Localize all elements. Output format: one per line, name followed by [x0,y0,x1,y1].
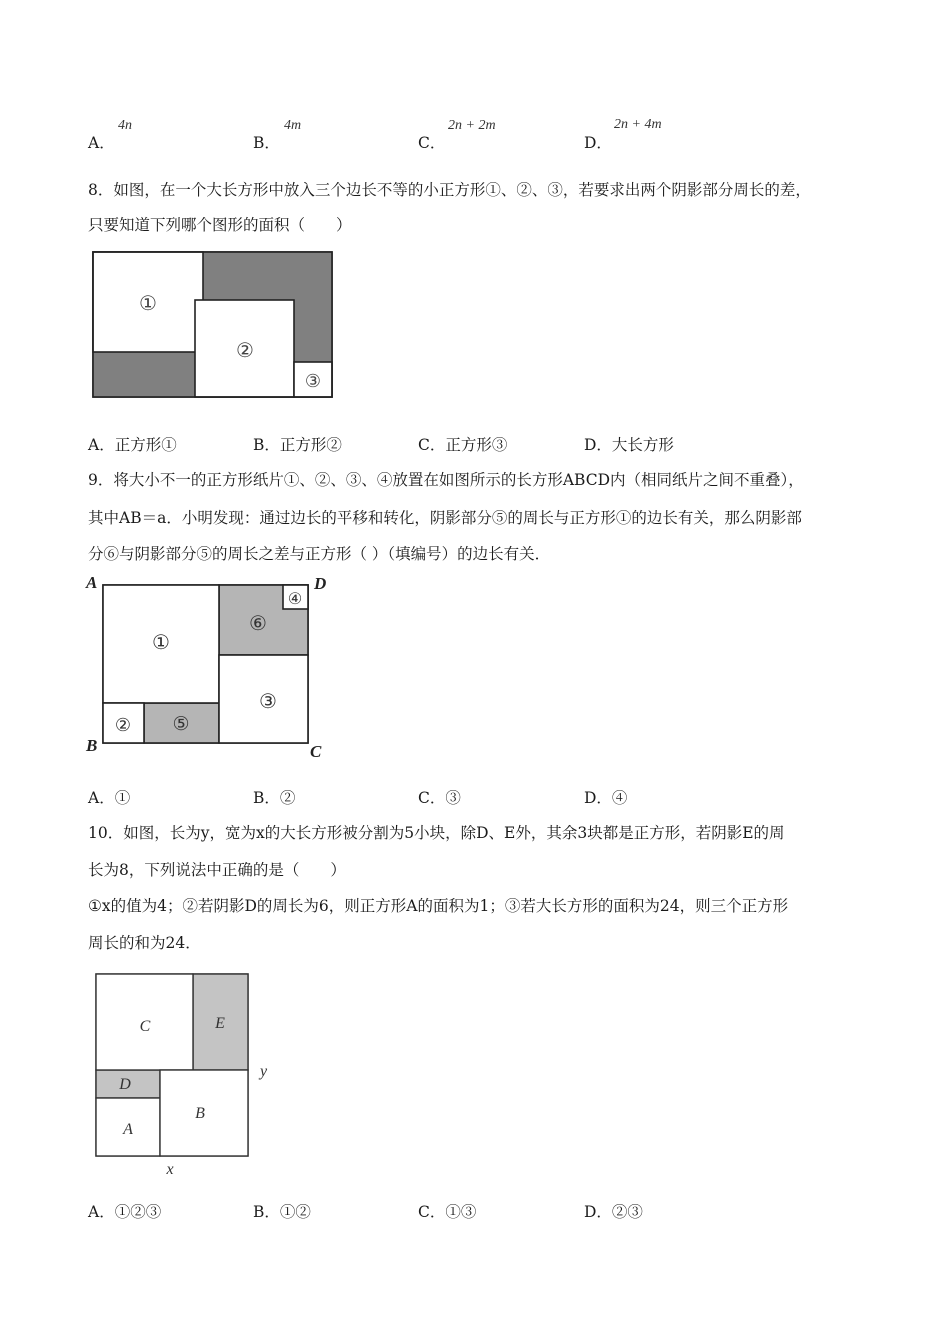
q10-option-c: C．①③ [418,1203,477,1221]
q9-figure [82,572,338,764]
q10-label-x: x [166,1161,174,1178]
q8-figure [90,250,336,400]
q10-option-a: A．①②③ [88,1203,162,1221]
q10-label-d: D [119,1076,131,1093]
q9-label-2: ② [114,715,132,735]
q10-label-a: A [123,1121,133,1138]
q7-option-b-math: 4m [284,118,302,133]
q9-label-4: ④ [287,591,303,608]
q7-option-b-letter: B． [253,134,280,152]
q9-option-d: D．④ [584,789,628,807]
q9-label-1: ① [152,632,170,654]
q8-label-1: ① [139,293,157,315]
q8-stem-line1: 8．如图，在一个大长方形中放入三个边长不等的小正方形①、②、③，若要求出两个阴影部分周长的差， [88,181,811,199]
q9-label-3: ③ [259,691,277,713]
q10-option-d: D．②③ [584,1203,643,1221]
q7-option-d-letter: D． [584,134,612,152]
q10-stem-line2: 长为8，下列说法中正确的是（ ） [88,861,346,879]
q9-label-6: ⑥ [249,613,267,635]
q9-option-a: A．① [88,789,131,807]
q8-shaded-bottom-left [93,352,195,397]
q9-vertex-c: C [310,742,322,761]
q9-stem-line1: 9．将大小不一的正方形纸片①、②、③、④放置在如图所示的长方形ABCD内（相同纸片之间不重叠）， [88,471,804,489]
q10-stem-line3: ①x的值为4；②若阴影D的周长为6，则正方形A的面积为1；③若大长方形的面积为24，则三个正方形 [88,897,789,915]
q10-option-b: B．①② [253,1203,311,1221]
q7-option-a-letter: A． [88,134,115,152]
q9-stem-line3: 分⑥与阴影部分⑤的周长之差与正方形（ ）（填编号）的边长有关． [88,545,551,563]
q7-option-a-math: 4n [118,118,132,133]
q8-option-b: B．正方形② [253,436,342,454]
q7-option-c-letter: C． [418,134,446,152]
q9-vertex-a: A [86,573,98,592]
q10-stem-line4: 周长的和为24． [88,934,201,952]
q10-label-y: y [260,1063,268,1080]
q8-option-d: D．大长方形 [584,436,674,454]
q10-stem-line1: 10．如图，长为y，宽为x的大长方形被分割为5小块，除D、E外，其余3块都是正方形，若阴影E的周 [88,824,785,842]
q8-label-2: ② [236,340,254,362]
q7-option-c-math: 2n + 2m [448,118,496,133]
q8-stem-line2: 只要知道下列哪个图形的面积（ ） [88,216,352,234]
q9-label-5: ⑤ [172,714,190,735]
q8-label-3: ③ [304,371,322,391]
q9-stem-line2: 其中AB＝a．小明发现：通过边长的平移和转化，阴影部分⑤的周长与正方形①的边长有关，那么阴影部 [88,509,802,527]
q8-option-a: A．正方形① [88,436,177,454]
q8-option-c: C．正方形③ [418,436,508,454]
q10-label-c: C [139,1018,151,1035]
q9-vertex-d: D [314,574,327,593]
q10-label-b: B [195,1105,205,1122]
q7-option-d-math: 2n + 4m [614,117,662,132]
q9-option-c: C．③ [418,789,461,807]
q10-figure [90,968,280,1180]
q9-vertex-b: B [86,736,98,755]
q10-label-e: E [215,1015,225,1032]
q9-option-b: B．② [253,789,296,807]
